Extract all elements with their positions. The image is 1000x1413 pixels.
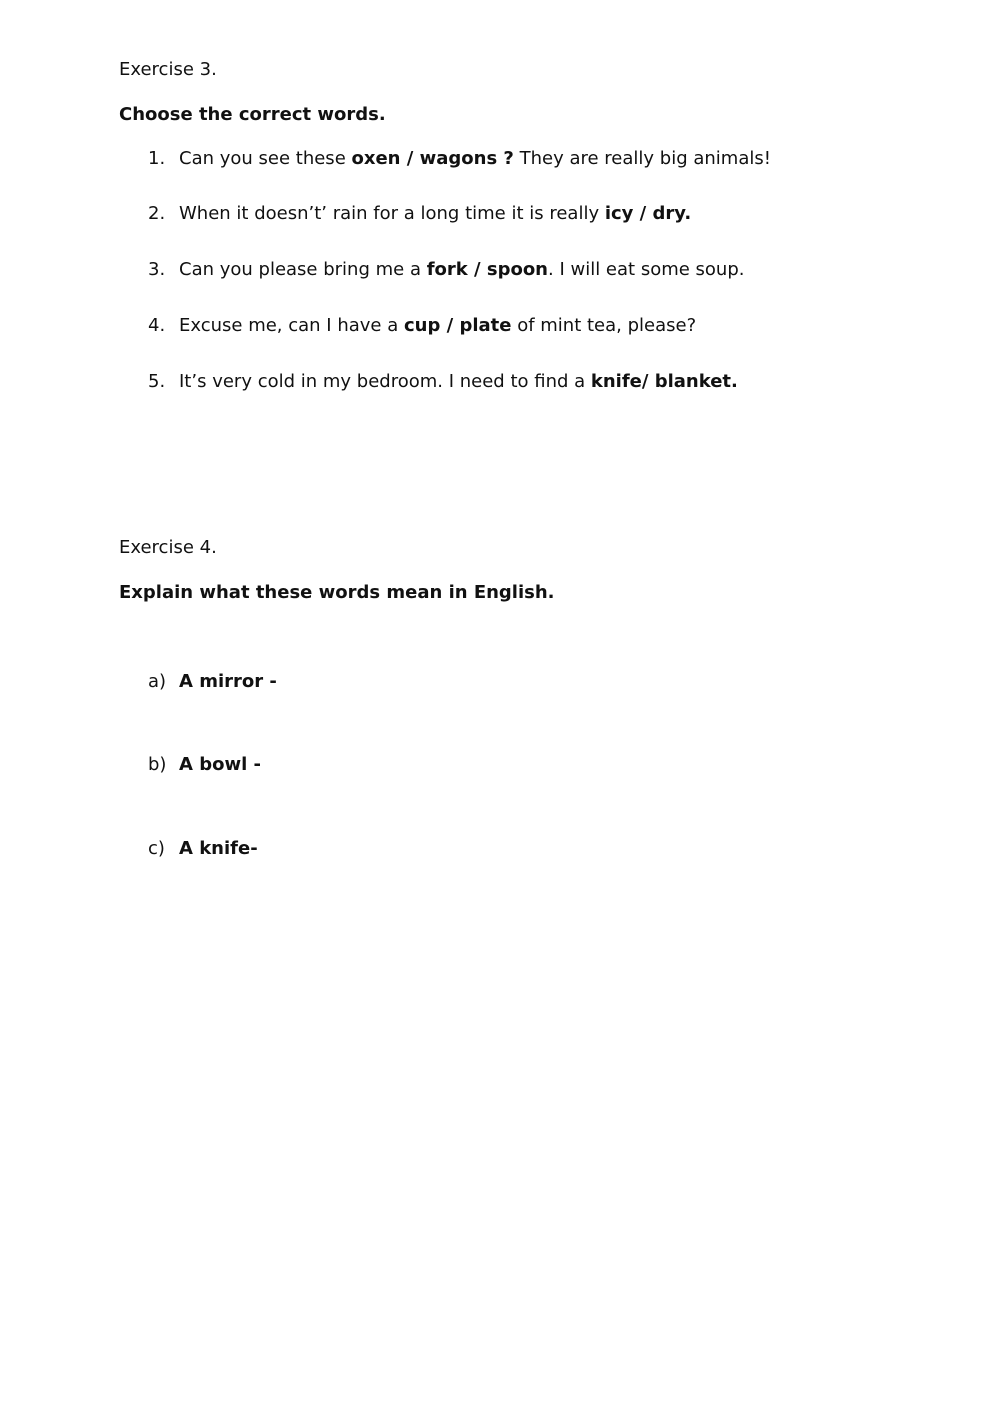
- item-number: 3.: [148, 259, 166, 280]
- sentence-end: of mint tea, please?: [511, 315, 697, 336]
- item-sentence: [179, 202, 691, 226]
- sentence-start: Can you see these: [179, 148, 352, 169]
- word-choice: cup / plate: [403, 315, 512, 336]
- term-to-explain: A bowl -: [179, 754, 261, 775]
- item-sentence: [179, 314, 696, 338]
- sentence-start: It’s very cold in my bedroom. I need to find a: [179, 371, 591, 392]
- sentence-start: When it doesn’t’ rain for a long time it is really: [179, 203, 605, 224]
- word-choice: knife/ blanket.: [590, 371, 738, 392]
- sentence-end: . I will eat some soup.: [548, 259, 745, 280]
- word-choice: icy / dry.: [604, 203, 692, 224]
- item-number: 4.: [148, 315, 166, 336]
- item-sentence: [179, 258, 745, 282]
- item-letter: c): [148, 838, 165, 859]
- exercise-3-title: Exercise 3.: [119, 59, 217, 80]
- term-to-explain: A knife-: [179, 838, 258, 859]
- exercise-4-instruction: Explain what these words mean in English.: [119, 582, 555, 603]
- item-sentence: [179, 147, 771, 171]
- sentence-start: Can you please bring me a: [179, 259, 427, 280]
- item-sentence: [179, 370, 738, 394]
- exercise-3-instruction: Choose the correct words.: [119, 104, 386, 125]
- item-number: 5.: [148, 371, 166, 392]
- item-number: 1.: [148, 148, 166, 169]
- word-choice: oxen / wagons ?: [351, 148, 514, 169]
- sentence-start: Excuse me, can I have a: [179, 315, 404, 336]
- sentence-end: They are really big animals!: [513, 148, 771, 169]
- item-letter: b): [148, 754, 167, 775]
- item-letter: a): [148, 671, 167, 692]
- item-number: 2.: [148, 203, 166, 224]
- word-choice: fork / spoon: [426, 259, 549, 280]
- exercise-4-title: Exercise 4.: [119, 537, 217, 558]
- term-to-explain: A mirror -: [179, 671, 277, 692]
